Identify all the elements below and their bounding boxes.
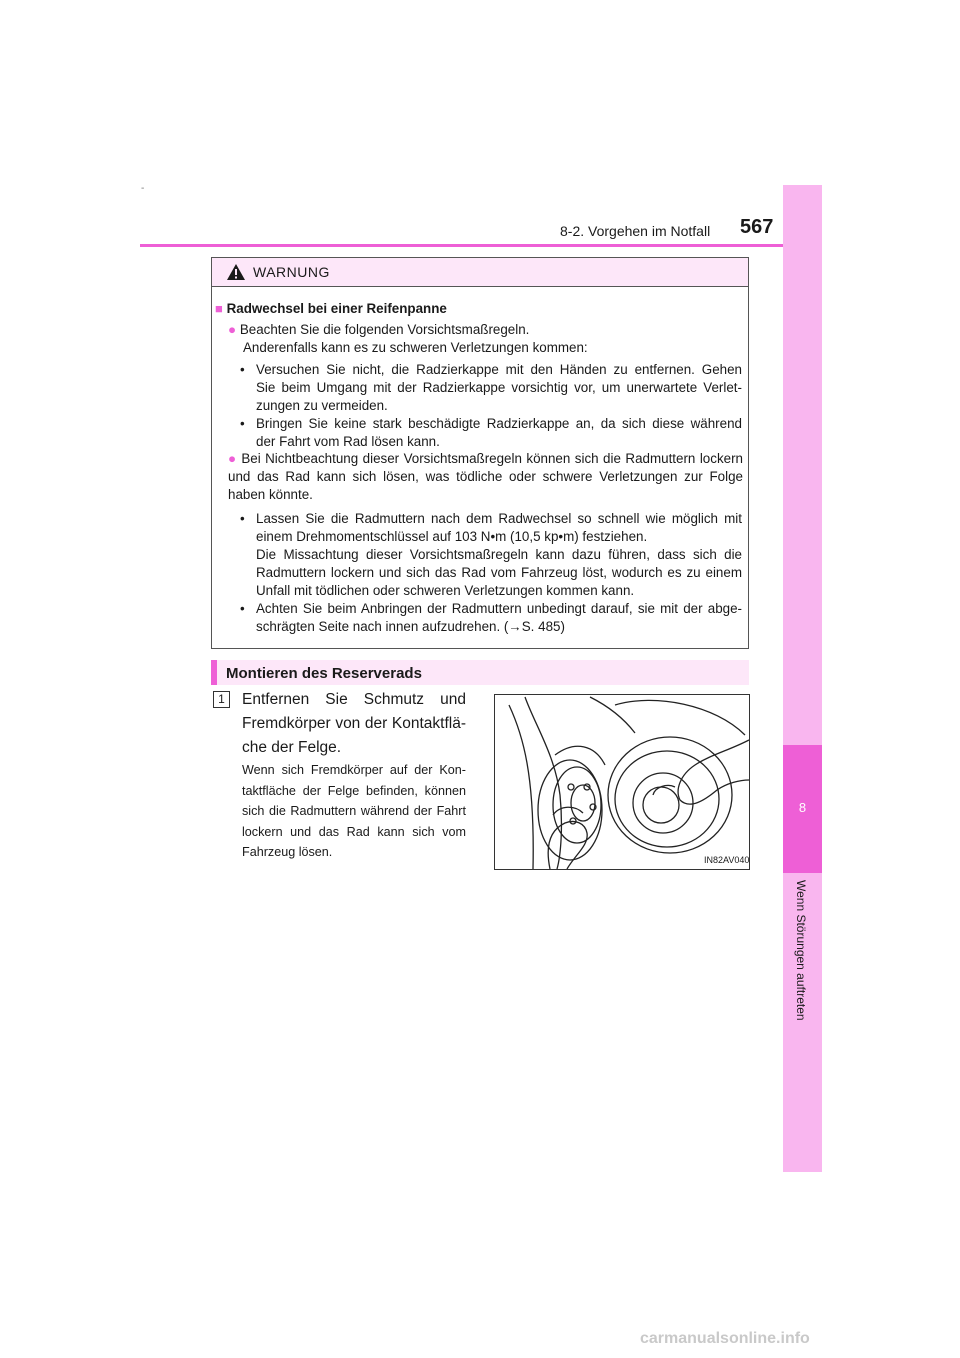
bullet-line: Radmuttern lockern und sich das Rad vom Fahrzeug löst, wodurch es zu einem — [256, 565, 742, 580]
bullet-line: zungen zu vermeiden. — [256, 398, 388, 413]
note-line: taktfläche der Felge befinden, können — [242, 783, 466, 798]
bullet-line: Unfall mit tödlichen oder schweren Verletzungen kommen kann. — [256, 583, 635, 598]
bullet-line: schrägten Seite nach innen aufzudrehen. (→S. 485) — [256, 619, 565, 634]
section-header-accent — [211, 660, 217, 685]
warning-bullets-1 — [240, 361, 742, 451]
image-code: IN82AV040 — [704, 855, 750, 865]
step-line: Entfernen Sie Schmutz und — [242, 691, 466, 708]
circle-bullet-icon: ● — [228, 451, 237, 466]
bullet-line: einem Drehmomentschlüssel auf 103 N•m (10,5 kp•m) festziehen. — [256, 529, 648, 544]
note-line: lockern und das Rad kann sich vom — [242, 824, 466, 839]
square-bullet-icon: ■ — [215, 301, 223, 316]
bullet-item — [240, 361, 742, 415]
note-line: Fahrzeug lösen. — [242, 845, 333, 859]
bullet-line: Bringen Sie keine stark beschädigte Radzierkappe an, da sich diese während — [256, 416, 742, 431]
bullet-dot-icon: • — [240, 416, 245, 431]
note-line: Wenn sich Fremdkörper auf der Kon- — [242, 763, 466, 777]
bullet-line: Die Missachtung dieser Vorsichtsmaßregeln kann dazu führen, dass sich die — [256, 547, 742, 562]
para2-line: und das Rad kann sich lösen, was tödliche oder schwere Verletzungen zur Folge — [228, 469, 743, 484]
bullet-line: Versuchen Sie nicht, die Radzierkappe mit den Händen zu entfernen. Gehen — [256, 362, 742, 377]
warning-paragraph-1 — [228, 321, 742, 357]
bullet-line: Achten Sie beim Anbringen der Radmuttern unbedingt darauf, sie mit der abge- — [256, 601, 742, 616]
bullet-item — [240, 510, 742, 600]
warning-heading-text: Radwechsel bei einer Reifenpanne — [226, 301, 447, 316]
step-number: 1 — [213, 691, 230, 708]
bullet-dot-icon: • — [240, 511, 245, 526]
warning-triangle-icon — [226, 263, 246, 281]
header-section-title: 8-2. Vorgehen im Notfall — [560, 223, 711, 239]
chapter-number: 8 — [798, 800, 807, 815]
circle-bullet-icon: ● — [228, 322, 237, 337]
para1-line: Anderenfalls kann es zu schweren Verletzungen kommen: — [243, 340, 588, 355]
step-note — [242, 760, 466, 863]
para2-line: haben könnte. — [228, 487, 313, 502]
step-line: Fremdkörper von der Kontaktflä- — [242, 715, 466, 732]
warning-paragraph-2 — [228, 450, 743, 504]
chapter-title: Wenn Störungen auftreten — [794, 880, 808, 1021]
bullet-line: der Fahrt vom Rad lösen kann. — [256, 434, 440, 449]
para2-line: Bei Nichtbeachtung dieser Vorsichtsmaßregeln können sich die Radmuttern lockern — [241, 451, 743, 466]
step-line: che der Felge. — [242, 739, 342, 756]
para1-line: Beachten Sie die folgenden Vorsichtsmaßregeln. — [239, 322, 530, 337]
bullet-item — [240, 600, 742, 636]
warning-bullets-2 — [240, 510, 742, 636]
step-instruction — [242, 688, 466, 760]
bullet-line: Lassen Sie die Radmuttern nach dem Radwechsel so schnell wie möglich mit — [256, 511, 742, 526]
bullet-dot-icon: • — [240, 601, 245, 616]
bullet-item — [240, 415, 742, 451]
section-title: Montieren des Reserverads — [226, 665, 422, 682]
header-rule — [140, 244, 822, 247]
wheel-cleaning-illustration — [495, 695, 749, 869]
note-line: sich die Radmuttern während der Fahrt — [242, 804, 466, 818]
warning-title: WARNUNG — [253, 264, 330, 280]
page-number: 567 — [740, 216, 774, 238]
corner-tick: - — [141, 183, 145, 194]
bullet-dot-icon: • — [240, 362, 245, 377]
chapter-title-vertical — [788, 880, 818, 1060]
bullet-line: Sie beim Umgang mit der Radzierkappe vorsichtig vor, um unerwartete Verlet- — [256, 380, 742, 395]
warning-heading — [215, 300, 447, 318]
watermark: carmanualsonline.info — [640, 1330, 810, 1347]
